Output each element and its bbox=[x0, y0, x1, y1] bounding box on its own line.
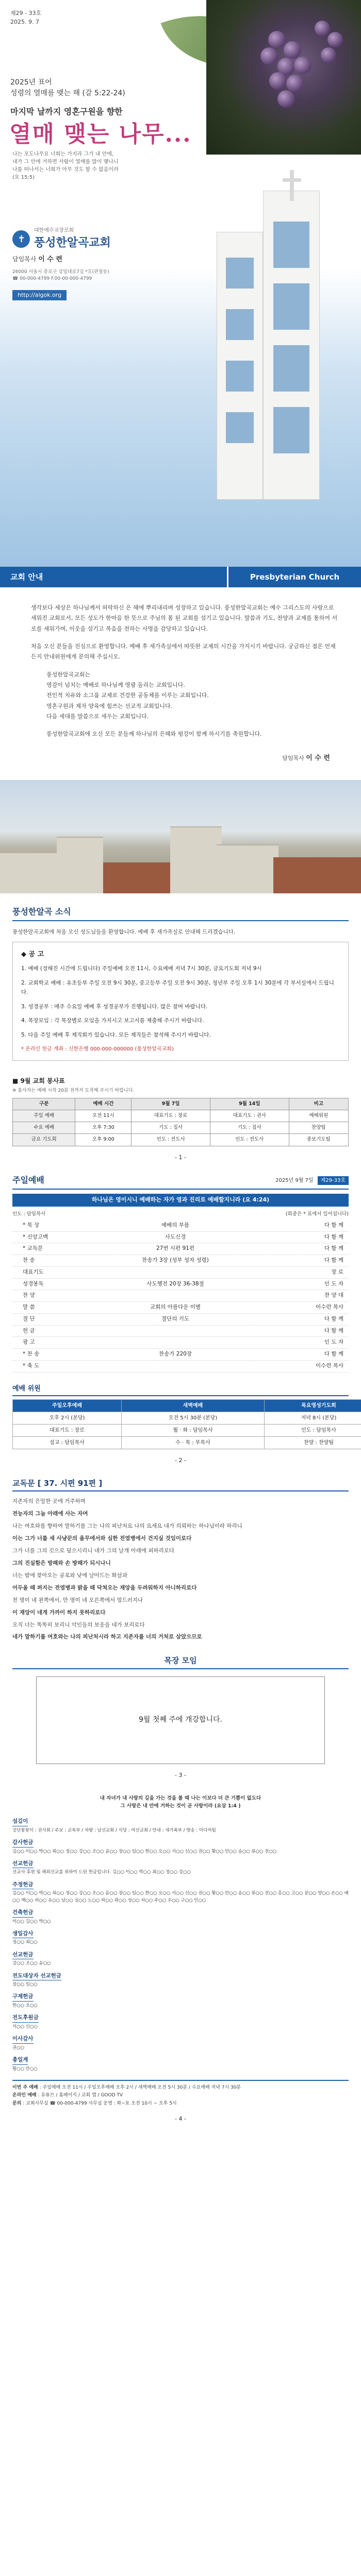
page-number: - 1 - bbox=[175, 1154, 186, 1161]
order-item-content: 교회의 아름다운 이별 bbox=[150, 1304, 201, 1311]
order-item-leader: 인 도 자 bbox=[324, 1280, 343, 1287]
column-header: 9월 14일 bbox=[210, 1098, 289, 1110]
order-item-name: 찬 양 bbox=[23, 1292, 35, 1299]
table-cell: 대표기도 : 장로 bbox=[13, 1425, 122, 1437]
table-cell: 수 · 목 : 부목사 bbox=[122, 1437, 265, 1449]
order-item-name: 대표기도 bbox=[23, 1268, 44, 1275]
reading-line: 지존자의 은밀한 곳에 거주하며 bbox=[12, 1498, 86, 1505]
list-item: 3. 성경공부 : 매주 수요일 예배 후 성경공부가 진행됩니다. 많은 참여 바랍니다. bbox=[21, 1003, 208, 1010]
order-row bbox=[12, 1220, 349, 1232]
service-schedule bbox=[12, 1076, 349, 1146]
season-theme: 성령의 열매를 맺는 해 bbox=[10, 89, 80, 97]
offering-label: 구제헌금 bbox=[12, 1993, 34, 2002]
service-title: 주일예배 bbox=[12, 1175, 44, 1185]
grape-image bbox=[206, 0, 361, 155]
order-item-name: 헌 금 bbox=[23, 1327, 35, 1334]
offering-label: 선교헌금 bbox=[12, 1951, 34, 1960]
table-cell: 오전 11시 bbox=[75, 1110, 132, 1122]
offering-names: 강○○ 조○○ 윤○○ bbox=[12, 1961, 51, 1967]
offering-label: 섬김이 bbox=[12, 1818, 28, 1826]
table-row bbox=[13, 1412, 361, 1425]
offering-label: 전도후원금 bbox=[12, 2014, 39, 2023]
news-title: 풍성한알곡 소식 bbox=[12, 906, 349, 921]
order-leader: 인도 : 담임목사 bbox=[12, 1211, 46, 1217]
order-note: (회중은 * 표에서 일어섭니다) bbox=[285, 1211, 349, 1217]
online-offering-note: * 온라인 헌금 계좌 : 신한은행 000-000-000000 (풍성한알곡교회) bbox=[21, 1046, 174, 1053]
reading-line: 너는 밤에 찾아오는 공포와 낮에 날아드는 화살과 bbox=[12, 1572, 127, 1579]
list-item: 5. 다음 주일 예배 후 제직회가 있습니다. 모든 제직들은 참석해 주시기 바랍니다. bbox=[21, 1032, 211, 1039]
order-row bbox=[12, 1279, 349, 1291]
offering-group bbox=[12, 2056, 349, 2073]
season-label: 2025년 표어 bbox=[10, 78, 52, 87]
order-row bbox=[12, 1326, 349, 1337]
season-motto bbox=[10, 77, 125, 99]
order-item-leader: 장 로 bbox=[331, 1268, 343, 1275]
order-item-leader: 다 함 께 bbox=[324, 1327, 343, 1334]
worship-committee-title: 예배 위원 bbox=[12, 1384, 349, 1397]
table-cell: 오후 9:00 bbox=[75, 1134, 132, 1146]
footer-value: 주일예배 오전 11시 / 주일오후예배 오후 2시 / 새벽예배 오전 5시 30분 / 수요예배 저녁 7시 30분 bbox=[42, 2085, 241, 2091]
offering-group bbox=[12, 2013, 349, 2030]
sign-name: 이 수 련 bbox=[306, 754, 330, 762]
church-intro bbox=[0, 587, 361, 780]
offering-names: 서○○ 신○○ bbox=[12, 2024, 38, 2030]
announcement-list bbox=[21, 964, 340, 1040]
column-header: 9월 7일 bbox=[132, 1098, 210, 1110]
worship-committee-table bbox=[12, 1399, 361, 1449]
offering-group bbox=[12, 1908, 349, 1925]
order-item-leader: 다 함 께 bbox=[324, 1233, 343, 1240]
cover-verse: 나는 포도나무요 너희는 가지라 그가 내 안에, 내가 그 안에 거하면 사람이 열매를 많이 맺나니 나를 떠나서는 너희가 아무 것도 할 수 없음이라 (요 15:5) bbox=[12, 151, 119, 180]
table-cell: 금요 기도회 bbox=[13, 1134, 75, 1146]
column-header: 예배 시간 bbox=[75, 1098, 132, 1110]
pastor-name: 이 수 련 bbox=[38, 256, 62, 263]
service-issue-badge: 제29-33호 bbox=[318, 1176, 349, 1185]
table-cell: 주일 예배 bbox=[13, 1110, 75, 1122]
table-cell: 기도 : 집사 bbox=[210, 1122, 289, 1134]
order-row bbox=[12, 1361, 349, 1372]
order-item-name: 찬 송 bbox=[23, 1257, 35, 1264]
church-url-link[interactable]: http://algok.org bbox=[12, 290, 67, 301]
small-group-text: 9월 첫째 주에 개강합니다. bbox=[139, 1716, 222, 1724]
intro-header bbox=[0, 567, 361, 587]
reading-line: 이 재앙이 네게 가까이 하지 못하리로다 bbox=[12, 1609, 106, 1616]
offering-names: 이○○ 김○○ 박○○ bbox=[12, 1919, 51, 1924]
order-of-service bbox=[12, 1220, 349, 1372]
order-item-name: 성경봉독 bbox=[23, 1280, 44, 1287]
church-address: 26000 서울시 종로구 삼일대로7길 *호(관철동) ☎ 00-000-4799 F.00-00-000-4799 bbox=[12, 269, 109, 281]
table-cell: 대표기도 : 권사 bbox=[210, 1110, 289, 1122]
church-building-image bbox=[196, 170, 340, 500]
city-photo bbox=[0, 780, 361, 893]
church-info bbox=[12, 227, 167, 300]
denomination: 대한예수교장로회 bbox=[34, 228, 74, 233]
table-cell: 오후 7:30 bbox=[75, 1122, 132, 1134]
order-item-content bbox=[79, 1362, 271, 1370]
announcement-box bbox=[12, 942, 349, 1061]
reading-line: 전능자의 그늘 아래에 사는 자여 bbox=[12, 1511, 88, 1517]
offering-group bbox=[12, 1880, 349, 1904]
responsive-reading-title: 교독문 [ 37. 시편 91편 ] bbox=[12, 1478, 349, 1492]
service-date: 2025년 9월 7일 bbox=[275, 1177, 314, 1183]
pastor-line bbox=[12, 255, 167, 265]
intro-signature bbox=[31, 752, 340, 765]
issue-number: 제29 - 33호 2025. 9. 7 bbox=[10, 10, 42, 25]
announcement-title: ◆ 공 고 bbox=[21, 950, 44, 958]
page-number: - 3 - bbox=[175, 1771, 186, 1778]
season-ref: (갈 5:22-24) bbox=[82, 89, 125, 97]
intro-paragraph-3: 풍성한알곡교회는 영감이 넘치는 예배로 하나님께 영광 돌리는 교회입니다. 전인적 치유와 소그룹 교제로 건강한 공동체를 이루는 교회입니다. 영혼구원과 제자 양육에 힘쓰는 선교적 교회입니다. 다음 세대를 말씀으로 세우는 교회입니다. bbox=[46, 671, 209, 720]
order-item-leader: 이수련 목사 bbox=[315, 1304, 343, 1311]
order-item-content: 찬송가 3장 (성부 성자 성령) bbox=[142, 1257, 209, 1264]
order-item-name: * 신앙고백 bbox=[23, 1233, 48, 1240]
footer-key: 온라인 예배 bbox=[12, 2093, 37, 2098]
order-item-name: * 교독문 bbox=[23, 1245, 43, 1252]
column-header: 구분 bbox=[13, 1098, 75, 1110]
order-row bbox=[12, 1314, 349, 1326]
table-cell: 오전 5시 30분 (본당) bbox=[122, 1412, 265, 1425]
order-item-name: * 찬 송 bbox=[23, 1351, 40, 1358]
order-item-content bbox=[79, 1292, 271, 1300]
service-header bbox=[12, 1174, 349, 1190]
table-cell: 설교 : 담임목사 bbox=[13, 1437, 122, 1449]
list-item: 4. 목장모임 : 각 목장별로 모임을 가지시고 보고서를 제출해 주시기 바랍니다. bbox=[21, 1018, 204, 1024]
order-item-name: 광 고 bbox=[23, 1339, 35, 1346]
offering-label: 건축헌금 bbox=[12, 1909, 34, 1918]
offering-list bbox=[12, 1817, 349, 2073]
order-row bbox=[12, 1243, 349, 1255]
order-item-leader: 다 함 께 bbox=[324, 1245, 343, 1252]
reading-line: 네가 말하기를 여호와는 나의 피난처시라 하고 지존자를 너의 거처로 삼았으므로 bbox=[12, 1634, 202, 1640]
intro-header-left: 교회 안내 bbox=[0, 567, 227, 587]
table-row bbox=[13, 1134, 349, 1146]
table-row bbox=[13, 1110, 349, 1122]
offering-names: 장○○ 임○○ bbox=[12, 1982, 38, 1988]
offering-label: 선교헌금 bbox=[12, 1860, 34, 1869]
church-name: 풍성한알곡교회 bbox=[34, 236, 111, 249]
footer-value: 교회사무실 ☎ 00-000-4799 사무실 운영 : 화~토 오전 10시 ~ 오후 5시 bbox=[26, 2100, 177, 2106]
reading-line: 그가 너를 그의 깃으로 덮으시리니 네가 그의 날개 아래에 피하리로다 bbox=[12, 1547, 175, 1554]
table-cell: 수요 예배 bbox=[13, 1122, 75, 1134]
table-cell: 찬양 : 찬양팀 bbox=[264, 1437, 361, 1449]
pastor-label: 담임목사 bbox=[12, 256, 37, 263]
offering-group bbox=[12, 2035, 349, 2052]
column-header: 비고 bbox=[289, 1098, 348, 1110]
church-logo-icon bbox=[12, 230, 30, 248]
order-subtitle bbox=[12, 1211, 349, 1218]
reading-line: 그의 진실함은 방패와 손 방패가 되시나니 bbox=[12, 1560, 111, 1566]
cover bbox=[0, 0, 361, 567]
table-cell: 예배위원 bbox=[289, 1110, 348, 1122]
order-item-content: 사도신경 bbox=[165, 1233, 186, 1240]
order-item-content bbox=[79, 1327, 271, 1335]
order-row bbox=[12, 1337, 349, 1349]
small-group-title: 목장 모임 bbox=[12, 1655, 349, 1669]
order-row bbox=[12, 1302, 349, 1314]
table-row bbox=[13, 1122, 349, 1134]
order-row bbox=[12, 1290, 349, 1302]
order-item-leader: 다 함 께 bbox=[324, 1315, 343, 1322]
list-item: 2. 교회학교 예배 : 유초등부 주일 오전 9시 30분, 중고등부 주일 오전 9시 30분, 청년부 주일 오후 1시 30분에 각 부서실에서 드립니다. bbox=[21, 979, 334, 995]
order-item-content: 예배의 부름 bbox=[161, 1222, 190, 1228]
offering-group bbox=[12, 1838, 349, 1855]
order-item-leader: 이수련 목사 bbox=[315, 1362, 343, 1369]
church-news bbox=[0, 893, 361, 1066]
order-item-name: 말 씀 bbox=[23, 1304, 35, 1311]
offering-label: 전도대상자 선교헌금 bbox=[12, 1972, 61, 1981]
offering-group bbox=[12, 1817, 349, 1834]
footer-key: 문의 bbox=[12, 2100, 22, 2106]
table-cell: 기도 : 집사 bbox=[132, 1122, 210, 1134]
theme-line: 마지막 날까지 영혼구원을 향한 bbox=[10, 107, 123, 116]
table-cell: 인도 : 담임목사 bbox=[264, 1425, 361, 1437]
intro-paragraph-2: 처음 오신 분들을 진심으로 환영합니다. 예배 후 새가족실에서 따뜻한 교제의 시간을 가지시기 바랍니다. 궁금하신 점은 언제든지 안내위원에게 문의해 주십시오. bbox=[31, 643, 336, 660]
list-item: 1. 예배 (정해진 시간에 드립니다) 주일예배 오전 11시, 수요예배 저녁 7시 30분, 금요기도회 저녁 9시 bbox=[21, 965, 262, 972]
small-group-box bbox=[36, 1676, 325, 1764]
column-header: 목요영성기도회 bbox=[264, 1400, 361, 1412]
order-row bbox=[12, 1267, 349, 1279]
order-row bbox=[12, 1255, 349, 1267]
closing-verse: 내 자녀가 내 사랑의 길을 가는 것을 볼 때 나는 이보다 더 큰 기쁨이 없도다 그 사랑은 내 안에 거하는 것이 곧 사랑이라 (요삼 1:4 ) bbox=[100, 1795, 261, 1809]
offering-group bbox=[12, 1972, 349, 1989]
page-number: - 2 - bbox=[175, 1457, 186, 1464]
order-item-leader: 찬 양 대 bbox=[324, 1292, 343, 1299]
offering-label: 생일감사 bbox=[12, 1930, 34, 1939]
order-item-content: 찬송가 220장 bbox=[159, 1351, 192, 1358]
table-cell: 오후 2시 (본당) bbox=[13, 1412, 122, 1425]
table-cell: 저녁 8시 (본당) bbox=[264, 1412, 361, 1425]
table-cell: 찬양팀 bbox=[289, 1122, 348, 1134]
footer-info: 이번 주 예배 : 주일예배 오전 11시 / 주일오후예배 오후 2시 / 새벽예배 오전 5시 30분 / 수요예배 저녁 7시 30분 온라인 예배 : 유튜브 / 홈페이지 / 교회 앱 / GOOD TV 문의 : 교회사무실 ☎ 00-000-4799 사무실 운영 : 화~토 오전 10시 ~ 오후 5시 bbox=[12, 2080, 349, 2108]
reading-line: 이는 그가 너를 새 사냥꾼의 올무에서와 심한 전염병에서 건지실 것임이로다 bbox=[12, 1535, 192, 1541]
order-row bbox=[12, 1232, 349, 1244]
order-item-content: 사도행전 20장 36-38절 bbox=[146, 1280, 204, 1287]
responsive-reading bbox=[12, 1497, 349, 1642]
intro-paragraph-1: 생각보다 세상은 하나님께서 허락하신 은 혜에 뿌리내리며 성장하고 있습니다. 풍성한알곡교회는 예수 그리스도의 사랑으로 세워진 교회로서, 모든 성도가 한마음 한 뜻으로 주님의 몸 된 교회를 섬기고 있습니다. 말씀과 기도, 찬양과 교제를 통하여 서로를 세워가며, 이웃을 섬기고 복음을 전하는 사명을 감당하고 있습니다. bbox=[31, 604, 338, 632]
order-item-leader: 다 함 께 bbox=[324, 1222, 343, 1228]
reading-line: 오직 너는 똑똑히 보리니 악인들의 보응을 네가 보리로다 bbox=[12, 1621, 145, 1628]
table-cell: 인도 : 전도사 bbox=[210, 1134, 289, 1146]
offering-group bbox=[12, 1951, 349, 1968]
column-header: 새벽예배 bbox=[122, 1400, 265, 1412]
order-item-name: 결 단 bbox=[23, 1315, 35, 1322]
table-row bbox=[13, 1425, 361, 1437]
reading-line: 천 명이 네 왼쪽에서, 만 명이 네 오른쪽에서 엎드러지나 bbox=[12, 1597, 143, 1603]
news-lead: 풍성한알곡교회에 처음 오신 성도님들을 환영합니다. 예배 후 새가족실로 안내해 드리겠습니다. bbox=[12, 928, 236, 935]
order-item-content: 27번 시편 91편 bbox=[156, 1245, 194, 1252]
order-item-leader: 인 도 자 bbox=[324, 1339, 343, 1346]
offering-names: 황○○ 안○○ bbox=[12, 2066, 38, 2072]
offering-label: 총일계 bbox=[12, 2056, 28, 2065]
offering-group bbox=[12, 1929, 349, 1946]
intro-paragraph-4: 풍성한알곡교회에 오신 모든 분들께 하나님의 은혜와 평강이 함께 하시기를 축원합니다. bbox=[46, 731, 262, 738]
offering-names: 김○○ 이○○ 박○○ 최○○ 정○○ 강○○ 조○○ 윤○○ 장○○ 임○○ 한○○ 오○○ 서○○ 신○○ 권○○ 황○○ 안○○ 송○○ 류○○ 전○○ 홍○○ 고○○ 문○○ 양○○ 손○○ 배○○ 백○○ 허○○ 유○○ 남○○ 심○○ 노○○ 하○○ 곽○○ 성○○ 차○○ 주○○ 우○○ 구○○ 민○○ bbox=[12, 1891, 349, 1903]
table-row bbox=[13, 1437, 361, 1449]
order-item-content bbox=[79, 1268, 271, 1277]
offering-names: 한○○ 오○○ bbox=[12, 2003, 38, 2009]
offering-label: 이사감사 bbox=[12, 2035, 34, 2044]
offering-names: 강단꽃꽂이 : 권사회 / 주보 : 교육부 / 차량 : 남선교회 / 식당 : 여선교회 / 안내 : 새가족부 / 방송 : 미디어팀 bbox=[12, 1827, 216, 1833]
offering-names: 정○○ 최○○ bbox=[12, 1940, 38, 1945]
intro-header-right: Presbyterian Church bbox=[227, 567, 361, 587]
sign-label: 담임목사 bbox=[282, 754, 304, 761]
footer-key: 이번 주 예배 bbox=[12, 2085, 38, 2091]
reading-line: 나는 여호와를 향하여 말하기를 그는 나의 피난처요 나의 요새요 내가 의뢰하는 하나님이라 하리니 bbox=[12, 1523, 242, 1530]
offering-group bbox=[12, 1992, 349, 2009]
page-number: - 4 - bbox=[175, 2115, 186, 2123]
offering-names: 권○○ bbox=[12, 2045, 25, 2051]
table-cell: 중보기도팀 bbox=[289, 1134, 348, 1146]
order-item-leader: 다 함 께 bbox=[324, 1257, 343, 1264]
order-row bbox=[12, 1349, 349, 1361]
schedule-table bbox=[12, 1098, 349, 1146]
order-item-leader: 다 함 께 bbox=[324, 1351, 343, 1358]
offering-label: 주정헌금 bbox=[12, 1881, 34, 1890]
table-header-row bbox=[13, 1098, 349, 1110]
table-cell: 인도 : 전도사 bbox=[132, 1134, 210, 1146]
order-item-content bbox=[79, 1338, 271, 1347]
offering-names: 김○○ 이○○ 박○○ 최○○ 정○○ 강○○ 조○○ 윤○○ 장○○ 임○○ 한○○ 오○○ 서○○ 신○○ 권○○ 황○○ 안○○ 송○○ 류○○ 전○○ bbox=[12, 1849, 277, 1854]
order-item-content: 결단의 기도 bbox=[161, 1315, 190, 1322]
reading-line: 어두울 때 퍼지는 전염병과 밝을 때 닥쳐오는 재앙을 두려워하지 아니하리로다 bbox=[12, 1584, 197, 1591]
column-header: 주일오후예배 bbox=[13, 1400, 122, 1412]
offering-label: 감사헌금 bbox=[12, 1839, 34, 1848]
theme-main: 열매 맺는 나무... bbox=[9, 121, 192, 147]
schedule-title: ■ 9월 교회 봉사표 bbox=[12, 1077, 65, 1085]
footer-value: 유튜브 / 홈페이지 / 교회 앱 / GOOD TV bbox=[41, 2093, 123, 2098]
order-item-name: * 묵 상 bbox=[23, 1222, 40, 1228]
offering-names: 선교사 후원 및 해외선교를 위하여 드린 헌금입니다. 김○○ 이○○ 박○○ 최○○ 정○○ 강○○ bbox=[12, 1870, 191, 1875]
table-cell: 대표기도 : 장로 bbox=[132, 1110, 210, 1122]
table-header-row bbox=[13, 1400, 361, 1412]
order-item-name: * 축 도 bbox=[23, 1362, 40, 1369]
offering-group bbox=[12, 1859, 349, 1876]
schedule-note: ※ 봉사자는 예배 시작 20분 전까지 도착해 주시기 바랍니다. bbox=[12, 1088, 135, 1094]
table-cell: 월 · 화 : 담임목사 bbox=[122, 1425, 265, 1437]
service-banner-verse: 하나님은 영이시니 예배하는 자가 영과 진리로 예배할지니라 (요 4:24) bbox=[12, 1194, 349, 1207]
